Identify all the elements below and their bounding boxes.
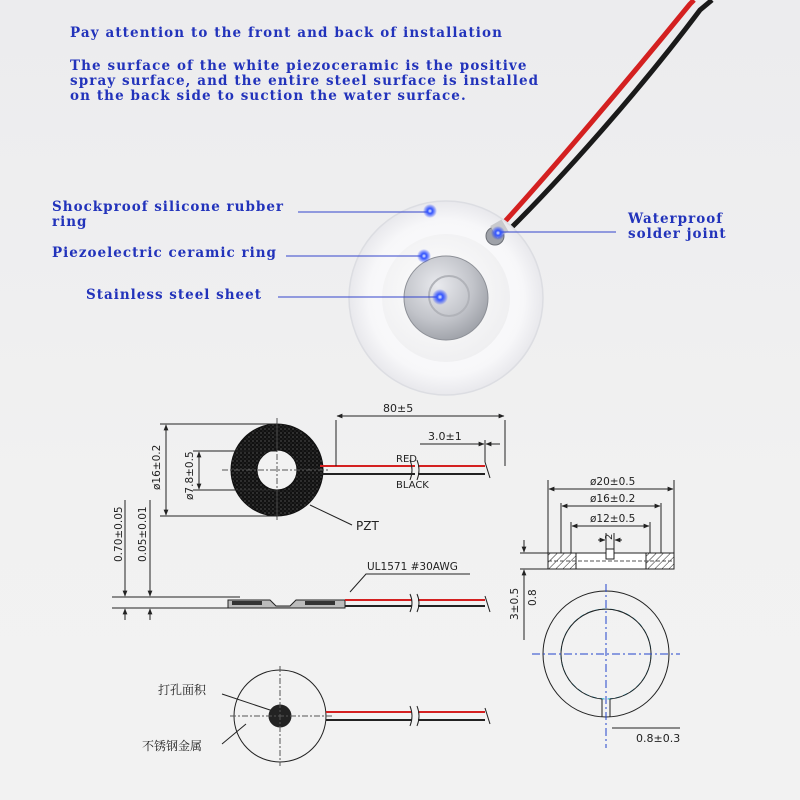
label-cable: UL1571 #30AWG	[367, 561, 458, 573]
black-wire	[505, 0, 712, 234]
perforated-zone	[269, 705, 291, 727]
callout-rubber-ring: Shockproof silicone rubber ring	[52, 199, 285, 230]
label-red: RED	[396, 454, 417, 465]
plan-view-outer	[543, 591, 669, 717]
dim-dia-20: ø20±0.5	[590, 476, 636, 488]
side-profile	[228, 600, 345, 608]
callout-solder-joint: Waterproof solder joint	[628, 211, 727, 242]
dim-dia-16: ø16±0.2	[151, 444, 163, 490]
label-pzt: PZT	[356, 519, 379, 533]
dim-strip: 3.0±1	[428, 430, 462, 443]
dim-length: 80±5	[383, 402, 414, 415]
marker-dot	[491, 226, 505, 240]
ceramic-front-view	[231, 424, 323, 516]
dim-dia-7-8: ø7.8±0.5	[184, 451, 196, 500]
dim-thk-total: 0.70±0.05	[113, 506, 125, 562]
dim-h-3: 3±0.5	[509, 587, 521, 620]
red-wire	[499, 0, 694, 228]
dim-notch: 0.8±0.3	[636, 732, 681, 745]
dim-gap: 2	[604, 533, 615, 540]
dim-dia-12: ø12±0.5	[590, 513, 636, 525]
label-perforated-area: 打孔面积	[158, 683, 207, 697]
marker-dot	[423, 204, 437, 218]
dim-h-0-8: 0.8	[527, 589, 539, 606]
header-body: The surface of the white piezoceramic is the positive spray surface, and the entire steel surface is installed on the back side to suction the water surface.	[70, 58, 540, 104]
label-black: BLACK	[396, 480, 429, 491]
label-stainless-metal: 不锈钢金属	[142, 739, 203, 753]
rear-view-disc	[234, 670, 326, 762]
marker-dot	[432, 289, 448, 305]
dim-thk-plate: 0.05±0.01	[137, 506, 149, 562]
cross-section	[548, 553, 674, 569]
dim-dia-16b: ø16±0.2	[590, 493, 636, 505]
callout-steel-sheet: Stainless steel sheet	[86, 287, 262, 303]
header-title: Pay attention to the front and back of installation	[70, 25, 504, 41]
marker-dot	[417, 249, 431, 263]
callout-ceramic-ring: Piezoelectric ceramic ring	[52, 245, 277, 261]
